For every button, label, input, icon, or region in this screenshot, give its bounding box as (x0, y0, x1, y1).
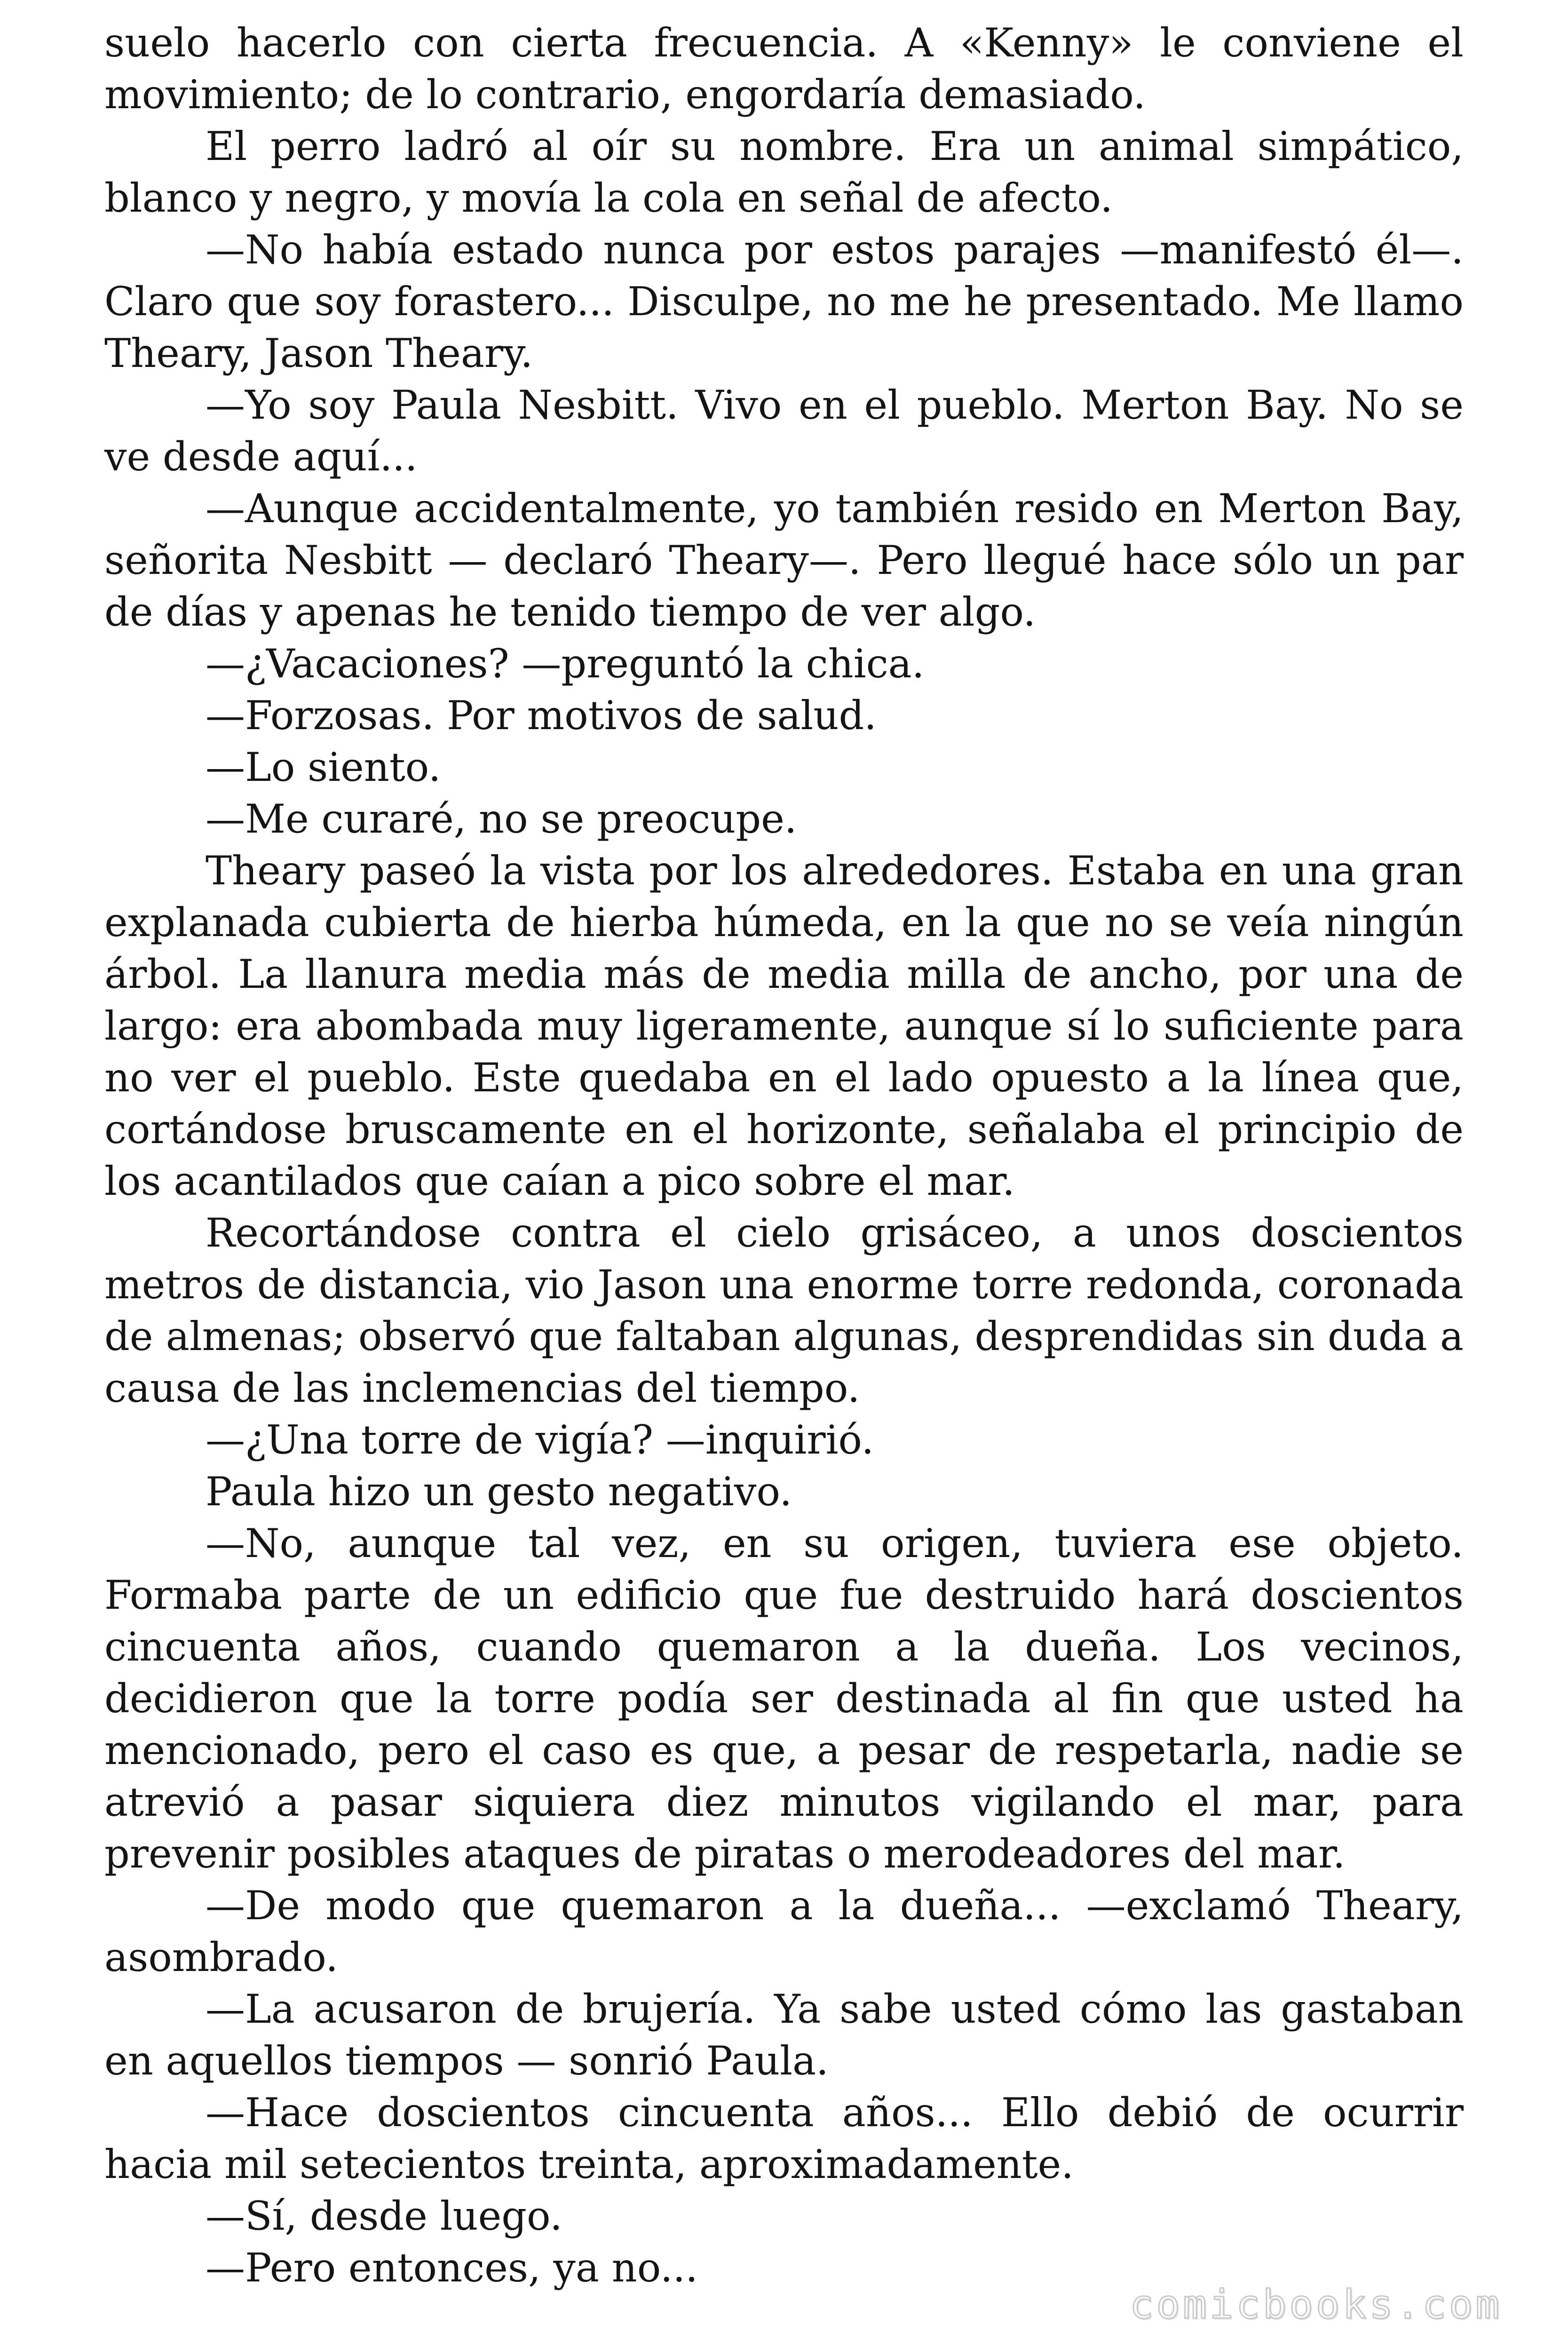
paragraph-continuation: suelo hacerlo con cierta frecuencia. A «Kenny» le conviene el movimiento; de lo contrario, engordaría demasiado. (104, 20, 1464, 118)
paragraph-dialogue: —Hace doscientos cincuenta años... Ello debió de ocurrir hacia mil setecientos treinta, aproximadamente. (104, 2090, 1464, 2187)
paragraph-dialogue: —No había estado nunca por estos parajes —manifestó él—. Claro que soy forastero... Disculpe, no me he presentado. Me llamo Theary, Jason Theary. (104, 227, 1464, 376)
paragraph-narration: Paula hizo un gesto negativo. (206, 1469, 792, 1515)
paragraph-dialogue: —Forzosas. Por motivos de salud. (206, 692, 877, 739)
paragraph-dialogue: —Lo siento. (206, 744, 441, 790)
paragraph-narration: Theary paseó la vista por los alrededores. Estaba en una gran explanada cubierta de hierba húmeda, en la que no se veía ningún árbol. La llanura media más de media milla de ancho, por una de largo: era abombada muy ligeramente, aunque sí lo suficiente para no ver el pueblo. Este quedaba en el lado opuesto a la línea que, cortándose bruscamente en el horizonte, señalaba el principio de los acantilados que caían a pico sobre el mar. (104, 848, 1464, 1204)
paragraph-dialogue: —Yo soy Paula Nesbitt. Vivo en el pueblo. Merton Bay. No se ve desde aquí... (104, 382, 1464, 480)
paragraph-narration: Recortándose contra el cielo grisáceo, a unos doscientos metros de distancia, vio Jason una enorme torre redonda, coronada de almenas; observó que faltaban algunas, desprendidas sin duda a causa de las inclemencias del tiempo. (104, 1210, 1464, 1411)
watermark-text: comicbooks.com (1129, 2281, 1502, 2328)
paragraph-dialogue: —De modo que quemaron a la dueña... —exclamó Theary, asombrado. (104, 1883, 1464, 1980)
paragraph-dialogue: —¿Vacaciones? —preguntó la chica. (206, 641, 925, 687)
paragraph-dialogue: —La acusaron de brujería. Ya sabe usted cómo las gastaban en aquellos tiempos — sonrió Paula. (104, 1986, 1464, 2084)
text-column (104, 17, 1464, 2294)
paragraph-narration: El perro ladró al oír su nombre. Era un animal simpático, blanco y negro, y movía la cola en señal de afecto. (104, 123, 1464, 221)
paragraph-dialogue: —Pero entonces, ya no... (206, 2245, 698, 2291)
paragraph-dialogue: —¿Una torre de vigía? —inquirió. (206, 1417, 874, 1463)
paragraph-dialogue: —Aunque accidentalmente, yo también resido en Merton Bay, señorita Nesbitt — declaró Theary—. Pero llegué hace sólo un par de días y apenas he tenido tiempo de ver algo. (104, 485, 1464, 635)
paragraph-dialogue: —Me curaré, no se preocupe. (206, 796, 797, 842)
paragraph-dialogue: —Sí, desde luego. (206, 2193, 562, 2239)
paragraph-dialogue: —No, aunque tal vez, en su origen, tuviera ese objeto. Formaba parte de un edificio que fue destruido hará doscientos cincuenta años, cuando quemaron a la dueña. Los vecinos, decidieron que la torre podía ser destinada al fin que usted ha mencionado, pero el caso es que, a pesar de respetarla, nadie se atrevió a pasar siquiera diez minutos vigilando el mar, para prevenir posibles ataques de piratas o merodeadores del mar. (104, 1520, 1464, 1877)
